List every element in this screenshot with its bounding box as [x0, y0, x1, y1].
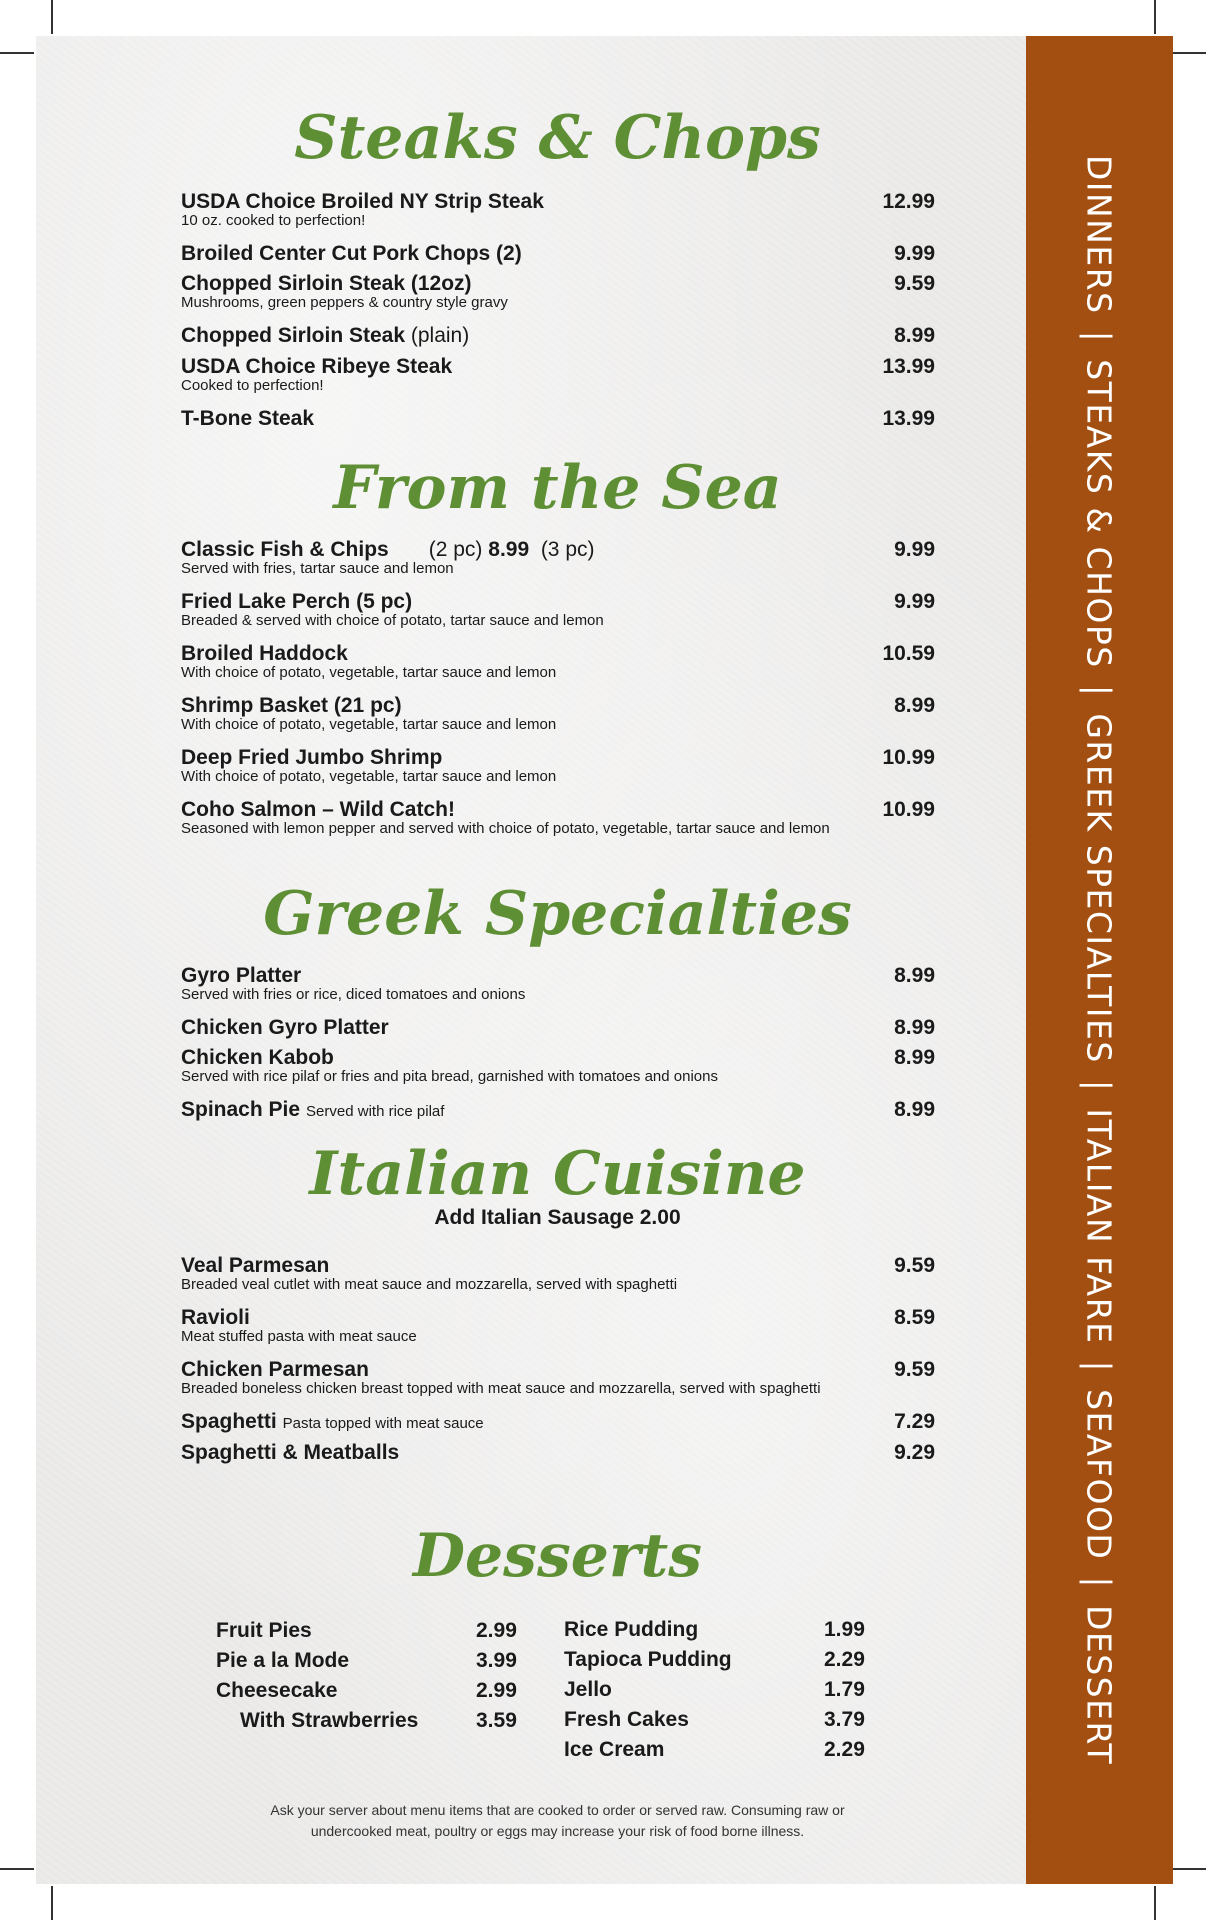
menu-item — [181, 1408, 935, 1436]
item-price: 9.59 — [894, 1358, 935, 1381]
item-price: 9.59 — [894, 1254, 935, 1277]
item-description: Mushrooms, green peppers & country style gravy — [181, 294, 508, 311]
menu-item — [181, 1096, 935, 1124]
item-description: Seasoned with lemon pepper and served with choice of potato, vegetable, tartar sauce and lemon — [181, 820, 830, 837]
item-name: USDA Choice Broiled NY Strip Steak — [181, 190, 544, 213]
item-name-suffix: (plain) — [410, 324, 470, 347]
disclaimer-line: Ask your server about menu items that are cooked to order or served raw. Consuming raw or — [270, 1802, 845, 1818]
item-name: Veal Parmesan — [181, 1254, 330, 1277]
item-name: Spaghetti — [181, 1410, 277, 1433]
menu-item — [181, 744, 935, 786]
disclaimer-line: undercooked meat, poultry or eggs may increase your risk of food borne illness. — [310, 1823, 805, 1839]
item-description: Breaded veal cutlet with meat sauce and mozzarella, served with spaghetti — [181, 1276, 678, 1293]
sidebar-separator: | — [1079, 1576, 1119, 1589]
item-price: 8.99 — [894, 1098, 935, 1121]
menu-item — [181, 962, 935, 1004]
dessert-name: Fruit Pies — [216, 1619, 312, 1642]
item-name: Spinach Pie — [181, 1098, 301, 1121]
dessert-name: Cheesecake — [216, 1679, 338, 1702]
item-description: Pasta topped with meat sauce — [282, 1415, 484, 1432]
item-description: Served with fries, tartar sauce and lemon — [181, 560, 454, 577]
dessert-name: Jello — [564, 1678, 612, 1701]
item-price: 9.59 — [894, 272, 935, 295]
menu-item — [181, 405, 935, 433]
item-price: 12.99 — [882, 190, 935, 213]
sidebar-separator: | — [1079, 1079, 1119, 1093]
sidebar-section-italian: ITALIAN FARE — [1079, 1108, 1119, 1345]
menu-item — [181, 640, 935, 682]
menu-item — [181, 322, 935, 350]
item-price: 8.99 — [894, 694, 935, 717]
item-name: Classic Fish & Chips — [181, 538, 389, 561]
item-price: 13.99 — [882, 407, 935, 430]
item-name: Broiled Center Cut Pork Chops (2) — [181, 242, 522, 265]
sidebar-separator: | — [1079, 684, 1119, 698]
menu-item — [181, 270, 935, 312]
dessert-name: Fresh Cakes — [564, 1708, 689, 1731]
dessert-price: 2.99 — [476, 1619, 517, 1642]
item-price: 8.99 — [894, 1046, 935, 1069]
item-name: T-Bone Steak — [181, 407, 315, 430]
menu-item — [181, 536, 935, 578]
item-price: 9.99 — [894, 242, 935, 265]
menu-item — [181, 353, 935, 395]
menu-item — [181, 1439, 935, 1467]
sidebar-section-steaks: STEAKS & CHOPS — [1079, 359, 1119, 669]
item-description: 10 oz. cooked to perfection! — [181, 212, 366, 229]
dessert-price: 3.79 — [824, 1708, 865, 1731]
item-price: 8.99 — [894, 1016, 935, 1039]
portion-small: (2 pc) — [428, 538, 483, 561]
menu-item — [181, 588, 935, 630]
item-name: Chopped Sirloin Steak (12oz) — [181, 272, 472, 295]
item-description: Meat stuffed pasta with meat sauce — [181, 1328, 417, 1345]
item-description: Cooked to perfection! — [181, 377, 324, 394]
menu-item — [181, 1014, 935, 1042]
item-description: With choice of potato, vegetable, tartar sauce and lemon — [181, 716, 557, 733]
menu-item — [181, 188, 935, 230]
item-name: Coho Salmon – Wild Catch! — [181, 798, 455, 821]
item-price: 10.59 — [882, 642, 935, 665]
dessert-name: Rice Pudding — [564, 1618, 699, 1641]
item-name: Deep Fried Jumbo Shrimp — [181, 746, 443, 769]
dessert-price: 2.29 — [824, 1738, 865, 1761]
dessert-price: 3.99 — [476, 1649, 517, 1672]
item-name: Spaghetti & Meatballs — [181, 1441, 400, 1464]
item-price: 7.29 — [894, 1410, 935, 1433]
italian-subtitle: Add Italian Sausage 2.00 — [434, 1206, 681, 1229]
dessert-price: 2.29 — [824, 1648, 865, 1671]
greek-heading: Greek Specialties — [263, 879, 852, 949]
food-safety-disclaimer — [180, 1800, 935, 1842]
dessert-price: 3.59 — [476, 1709, 517, 1732]
dessert-name: With Strawberries — [240, 1709, 419, 1732]
item-description: Breaded boneless chicken breast topped with meat sauce and mozzarella, served with spaghetti — [181, 1380, 821, 1397]
item-price: 10.99 — [882, 798, 935, 821]
menu-item — [181, 1044, 935, 1086]
item-price: 9.29 — [894, 1441, 935, 1464]
menu-item — [181, 692, 935, 734]
item-price: 8.99 — [894, 964, 935, 987]
item-price: 13.99 — [882, 355, 935, 378]
menu-item — [181, 1356, 935, 1398]
item-price: 10.99 — [882, 746, 935, 769]
item-name: Gyro Platter — [181, 964, 302, 987]
item-description: Served with fries or rice, diced tomatoes and onions — [181, 986, 526, 1003]
item-name: Chicken Gyro Platter — [181, 1016, 389, 1039]
item-price: 9.99 — [894, 538, 935, 561]
item-price: 8.59 — [894, 1306, 935, 1329]
item-description: With choice of potato, vegetable, tartar sauce and lemon — [181, 768, 557, 785]
item-description: Breaded & served with choice of potato, tartar sauce and lemon — [181, 612, 604, 629]
item-description: Served with rice pilaf — [306, 1103, 445, 1120]
item-name: Fried Lake Perch (5 pc) — [181, 590, 413, 613]
dessert-price: 1.99 — [824, 1618, 865, 1641]
sea-heading: From the Sea — [333, 453, 782, 523]
sidebar-section-greek: GREEK SPECIALTIES — [1079, 713, 1119, 1064]
dessert-price: 2.99 — [476, 1679, 517, 1702]
italian-heading: Italian Cuisine — [309, 1139, 806, 1209]
menu-item — [181, 1304, 935, 1346]
sidebar-section-dessert: DESSERT — [1079, 1604, 1119, 1766]
steaks-heading: Steaks & Chops — [294, 103, 821, 173]
sidebar-separator: | — [1079, 1360, 1119, 1374]
item-name: Shrimp Basket (21 pc) — [181, 694, 402, 717]
item-price: 8.99 — [894, 324, 935, 347]
menu-item — [181, 240, 935, 268]
item-name: USDA Choice Ribeye Steak — [181, 355, 453, 378]
sidebar-section-seafood: SEAFOOD — [1079, 1389, 1119, 1561]
item-name: Chicken Kabob — [181, 1046, 334, 1069]
portion-large: (3 pc) — [540, 538, 595, 561]
desserts-heading: Desserts — [412, 1521, 703, 1591]
item-name: Broiled Haddock — [181, 642, 348, 665]
dessert-price: 1.79 — [824, 1678, 865, 1701]
item-description: With choice of potato, vegetable, tartar sauce and lemon — [181, 664, 557, 681]
dessert-name: Tapioca Pudding — [564, 1648, 732, 1671]
menu-item — [181, 1252, 935, 1294]
menu-item — [181, 796, 935, 838]
item-price: 9.99 — [894, 590, 935, 613]
item-description: Served with rice pilaf or fries and pita bread, garnished with tomatoes and onions — [181, 1068, 718, 1085]
item-name: Chicken Parmesan — [181, 1358, 369, 1381]
sidebar-separator: | — [1079, 330, 1119, 344]
portion-small-price: 8.99 — [488, 538, 530, 561]
sidebar-section-dinners: DINNERS — [1079, 154, 1119, 315]
dessert-name: Pie a la Mode — [216, 1649, 350, 1672]
item-name: Chopped Sirloin Steak — [181, 324, 406, 347]
dessert-name: Ice Cream — [564, 1738, 665, 1761]
item-name: Ravioli — [181, 1306, 250, 1329]
